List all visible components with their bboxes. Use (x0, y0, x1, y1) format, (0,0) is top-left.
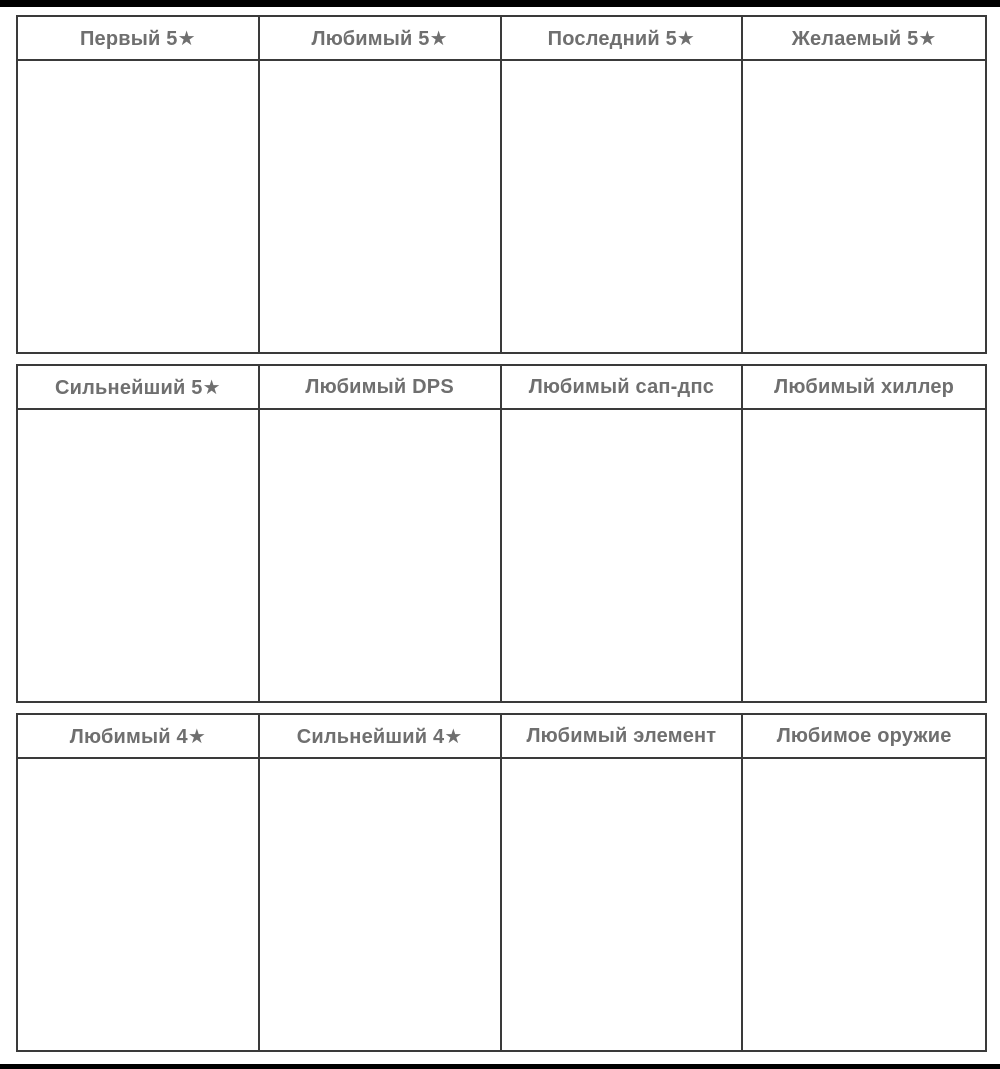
top-frame-bar (0, 0, 1000, 7)
cell-header-favorite-sub-dps: Любимый сап-дпс (502, 366, 744, 410)
cell-header-strongest-5-star: Сильнейший 5★ (18, 366, 260, 410)
cell-body-favorite-4-star[interactable] (18, 759, 260, 1050)
cell-body-favorite-weapon[interactable] (743, 759, 985, 1050)
cell-header-favorite-dps: Любимый DPS (260, 366, 502, 410)
cell-header-wanted-5-star: Желаемый 5★ (743, 17, 985, 61)
cell-header-favorite-element: Любимый элемент (502, 715, 744, 759)
cell-body-favorite-5-star[interactable] (260, 61, 502, 352)
cell-body-wanted-5-star[interactable] (743, 61, 985, 352)
cell-header-favorite-healer: Любимый хиллер (743, 366, 985, 410)
cell-body-favorite-healer[interactable] (743, 410, 985, 701)
cell-header-strongest-4-star: Сильнейший 4★ (260, 715, 502, 759)
cell-body-first-5-star[interactable] (18, 61, 260, 352)
panel-row-2 (16, 364, 987, 703)
panel-row-3 (16, 713, 987, 1052)
cell-body-favorite-sub-dps[interactable] (502, 410, 744, 701)
cell-body-favorite-element[interactable] (502, 759, 744, 1050)
cell-body-strongest-4-star[interactable] (260, 759, 502, 1050)
cell-header-favorite-4-star: Любимый 4★ (18, 715, 260, 759)
cell-header-first-5-star: Первый 5★ (18, 17, 260, 61)
cell-header-last-5-star: Последний 5★ (502, 17, 744, 61)
bottom-frame-bar (0, 1064, 1000, 1069)
cell-body-last-5-star[interactable] (502, 61, 744, 352)
cell-header-favorite-weapon: Любимое оружие (743, 715, 985, 759)
cell-header-favorite-5-star: Любимый 5★ (260, 17, 502, 61)
panel-row-1 (16, 15, 987, 354)
cell-body-favorite-dps[interactable] (260, 410, 502, 701)
cell-body-strongest-5-star[interactable] (18, 410, 260, 701)
